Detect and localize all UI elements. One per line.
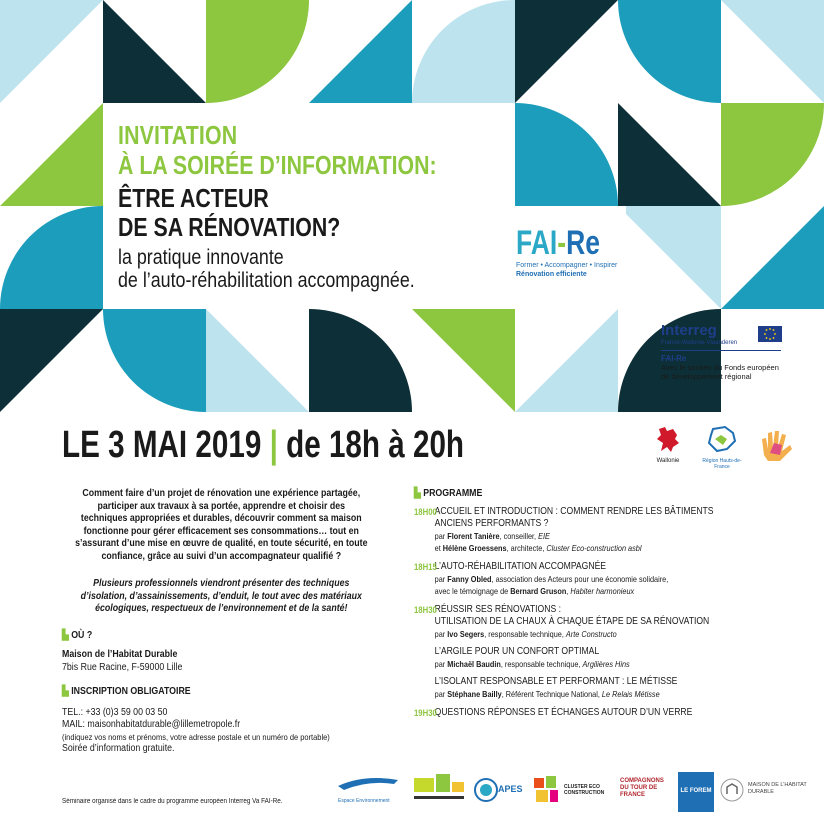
apes-logo [474, 772, 526, 812]
contact-phone: TEL.: +33 (0)3 59 00 03 50 [62, 707, 168, 718]
event-separator: | [269, 424, 278, 466]
pattern-tile [721, 103, 824, 206]
speaker-role: , conseiller, [499, 531, 539, 541]
intro-line: techniques appropriées et durables, découvrir comment sa maison [80, 513, 362, 525]
program-title: ACCUEIL ET INTRODUCTION : COMMENT RENDRE LES BÂTIMENTS [434, 506, 714, 517]
free-notice: Soirée d’information gratuite. [62, 743, 175, 754]
wallonie-logo [648, 425, 688, 464]
program-title: RÉUSSIR SES RÉNOVATIONS : [434, 604, 561, 615]
pattern-tile [618, 206, 721, 309]
cluster-label: CLUSTER ECO CONSTRUCTION [564, 784, 605, 796]
fai-re-logo [516, 226, 616, 278]
region-map-icon [705, 425, 739, 453]
pattern-tile [721, 0, 824, 103]
pattern-tile [412, 0, 515, 103]
interreg-region: France-Wallonie-Vlaanderen [661, 340, 738, 346]
address-block [62, 648, 182, 674]
venue-address: 7bis Rue Racine, F-59000 Lille [62, 662, 183, 673]
event-day: LE 3 MAI 2019 [62, 424, 262, 466]
intro-line: d’isolation, d’assainissements, d’enduit, le tout avec des matériaux [80, 590, 362, 602]
intro-line: s’assurant d’une mise en œuvre de qualité, en toute sécurité, en toute [75, 538, 368, 550]
interreg-project: FAI-Re [661, 354, 687, 363]
pattern-tile [206, 309, 309, 412]
speaker-name: Ivo Segers [447, 629, 485, 639]
cluster-logo [532, 772, 612, 812]
pattern-tile [309, 309, 412, 412]
eu-flag-icon [758, 326, 782, 342]
mhd-label: MAISON DE L’HABITAT DURABLE [748, 782, 807, 795]
speaker-prefix: par [434, 659, 448, 669]
fai-sep: - [557, 224, 567, 262]
compagnons-label: COMPAGNONS DU TOUR DE FRANCE [620, 778, 664, 798]
pattern-tile [618, 103, 721, 206]
program-speaker [435, 573, 776, 585]
pattern-tile [515, 0, 618, 103]
program-title: QUESTIONS RÉPONSES ET ÉCHANGES AUTOUR D’UN VERRE [434, 707, 693, 718]
program-heading [414, 488, 482, 499]
intro-line: fonctionne pour gérer efficacement ses consommations… tout en [83, 525, 359, 537]
program-speaker [435, 688, 776, 700]
fai-re-logo-name [516, 224, 601, 262]
section-marker-icon: ▙ [62, 630, 72, 641]
espace-environnement-logo [334, 772, 404, 812]
interreg-logo [661, 322, 783, 381]
interreg-divider [661, 350, 781, 351]
forem-label: LE FOREM [680, 788, 712, 794]
interreg-support-line1: Avec le soutien du Fonds européen [661, 363, 779, 372]
speaker-role: , responsable technique, [500, 659, 583, 669]
partner-green-logo [412, 772, 468, 812]
program-speaker [435, 530, 776, 542]
intro-line: écologiques, respectueux de l’environnement et de la santé! [95, 603, 348, 615]
program-heading-text: PROGRAMME [423, 488, 483, 499]
intro-paragraph [62, 488, 381, 564]
pattern-tile [618, 0, 721, 103]
subtitle-line1: la pratique innovante [118, 246, 284, 269]
program-time: 18H30 [414, 605, 437, 615]
speaker-prefix: par [434, 629, 448, 639]
program-speaker [435, 628, 776, 640]
hdf-label: Région Hauts-de-France [702, 458, 742, 470]
program-title: UTILISATION DE LA CHAUX À CHAQUE ÉTAPE DE SA RÉNOVATION [434, 616, 710, 627]
speaker-prefix: par [434, 689, 448, 699]
registration-heading-text: INSCRIPTION OBLIGATOIRE [71, 686, 191, 697]
forem-logo [678, 772, 714, 812]
intro-line: confiance, grâce au suivi d’un accompagnateur qualifié ? [101, 550, 342, 562]
contact-email: MAIL: maisonhabitatdurable@lillemetropole.fr [62, 719, 241, 730]
program-list [414, 506, 775, 726]
program-time: 18H00 [414, 507, 437, 517]
program-speaker [435, 585, 776, 597]
speaker-name: Florent Tanière [447, 531, 500, 541]
program-item [414, 707, 775, 719]
speaker-role: , Référent Technique National, [501, 689, 602, 699]
fai-re-tagline: Former • Accompagner • Inspirer [516, 262, 618, 269]
title-invitation: INVITATION [118, 120, 238, 150]
pattern-tile [0, 103, 103, 206]
speaker-org: EIE [538, 531, 550, 541]
rooster-icon [653, 425, 683, 453]
speaker-prefix: avec le témoignage de [434, 586, 511, 596]
program-time: 19H30 [414, 708, 437, 718]
intro-line: Comment faire d’un projet de rénovation une expérience partagée, [82, 488, 361, 499]
footer-note: Séminaire organisé dans le cadre du programme européen Interreg Va FAI-Re. [62, 798, 283, 805]
pattern-tile [721, 206, 824, 309]
speaker-name: Bernard Gruson [510, 586, 567, 596]
program-title: L’AUTO-RÉHABILITATION ACCOMPAGNÉE [434, 561, 607, 572]
apes-label: APES [498, 784, 523, 794]
pattern-tile [412, 309, 515, 412]
speaker-role: , responsable technique, [484, 629, 566, 639]
speaker-org: Arte Constructo [565, 629, 617, 639]
compagnons-logo [620, 772, 670, 812]
speaker-org: Habiter harmonieux [570, 586, 635, 596]
interreg-name: Interreg [661, 322, 717, 339]
title-acteur: ÊTRE ACTEUR [118, 183, 269, 213]
espace-label: Espace Environnement [338, 798, 390, 804]
speaker-role: , architecte, [506, 543, 547, 553]
program-subitem [435, 676, 776, 700]
speaker-org: Cluster Eco-construction asbl [546, 543, 642, 553]
section-marker-icon: ▙ [414, 488, 424, 499]
pattern-tile [0, 206, 103, 309]
hands-logo [756, 425, 798, 470]
fai-re-tagline2: Rénovation efficiente [516, 271, 587, 278]
pattern-tile [0, 309, 103, 412]
subtitle-line2: de l’auto-réhabilitation accompagnée. [118, 269, 415, 292]
title-renovation: DE SA RÉNOVATION? [118, 212, 341, 242]
speaker-org: Le Relais Métisse [601, 689, 660, 699]
speaker-prefix: par [434, 531, 448, 541]
wallonie-label: Wallonie [656, 458, 680, 464]
program-item [414, 561, 775, 597]
interreg-support-line2: de développement régional [661, 372, 752, 381]
section-marker-icon: ▙ [62, 686, 72, 697]
program-speaker [435, 542, 776, 554]
program-item [414, 604, 775, 700]
speaker-name: Stéphane Bailly [447, 689, 502, 699]
program-subitem [435, 646, 776, 670]
pattern-tile [0, 0, 103, 103]
program-title: L’ISOLANT RESPONSABLE ET PERFORMANT : LE MÉTISSE [434, 676, 678, 687]
speaker-org: Argilières Hins [582, 659, 630, 669]
fai-part: FAI [516, 224, 558, 262]
where-heading-text: OÙ ? [71, 630, 93, 641]
speaker-name: Fanny Obled [447, 574, 492, 584]
intro-line: participer aux travaux à sa portée, apprendre et choisir des [97, 500, 346, 512]
intro-paragraph-2 [62, 578, 381, 616]
speaker-role: , [566, 586, 571, 596]
mhd-logo [720, 772, 820, 812]
title-soiree: À LA SOIRÉE D’INFORMATION: [118, 150, 437, 180]
speaker-name: Hélène Groessens [442, 543, 507, 553]
hdf-logo [700, 425, 744, 470]
hands-icon [756, 425, 798, 465]
intro-line: Plusieurs professionnels viendront présenter des techniques [93, 578, 350, 589]
pattern-tile [103, 309, 206, 412]
pattern-tile [103, 0, 206, 103]
program-speaker [435, 658, 776, 670]
program-item [414, 506, 775, 554]
contact-block [62, 707, 330, 755]
pattern-tile [309, 0, 412, 103]
registration-note: (indiquez vos noms et prénoms, votre adresse postale et un numéro de portable) [62, 732, 330, 742]
program-title: L’ARGILE POUR UN CONFORT OPTIMAL [434, 646, 600, 657]
pattern-tile [206, 0, 309, 103]
pattern-tile [515, 103, 618, 206]
speaker-prefix: et [434, 543, 443, 553]
pattern-tile [515, 309, 618, 412]
speaker-prefix: par [434, 574, 448, 584]
program-time: 18H15 [414, 562, 437, 572]
event-time: de 18h à 20h [286, 424, 465, 466]
where-heading [62, 630, 92, 641]
program-title: ANCIENS PERFORMANTS ? [434, 518, 549, 529]
speaker-name: Michaël Baudin [447, 659, 501, 669]
venue-name: Maison de l’Habitat Durable [62, 649, 178, 660]
speaker-role: , association des Acteurs pour une économie solidaire, [491, 574, 669, 584]
registration-heading [62, 686, 191, 697]
event-date [62, 424, 464, 467]
re-part: Re [566, 224, 601, 262]
